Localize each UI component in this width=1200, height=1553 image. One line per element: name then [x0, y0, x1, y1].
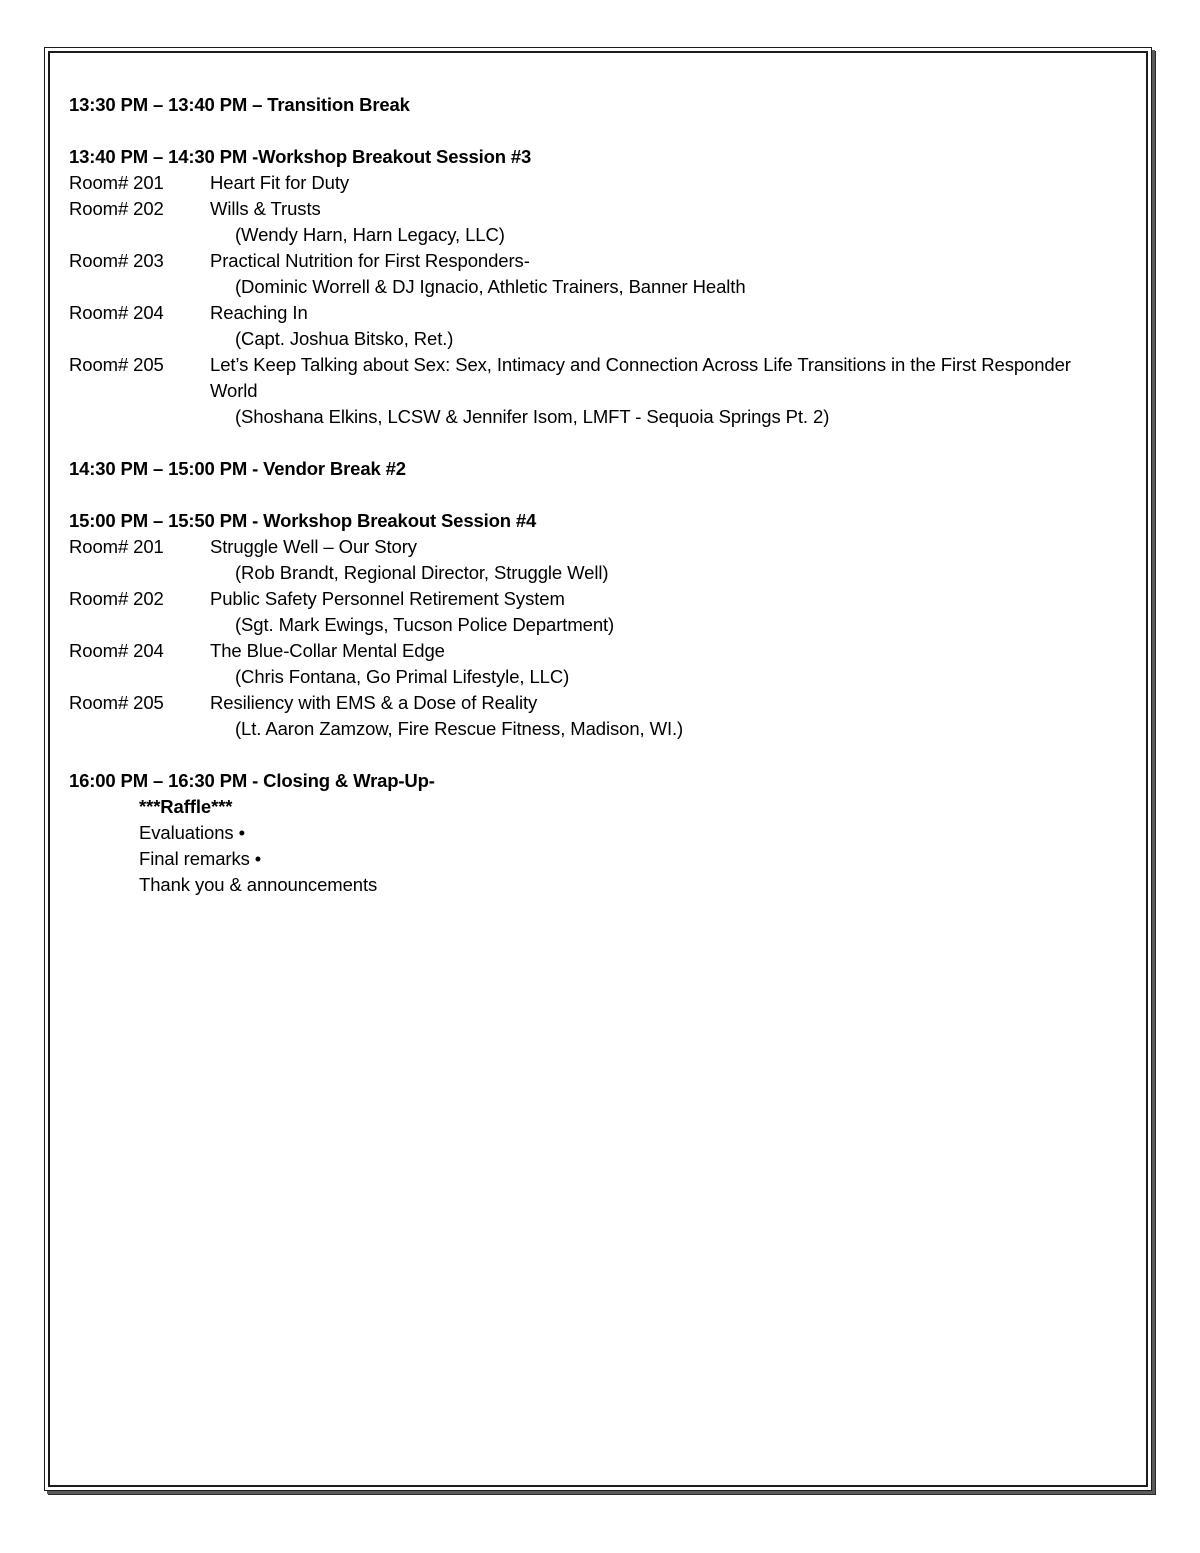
closing-item: ***Raffle*** — [139, 796, 233, 817]
session-presenter: (Rob Brandt, Regional Director, Struggle Well) — [235, 562, 609, 583]
session-title: Practical Nutrition for First Responders- — [210, 250, 530, 271]
closing-item: Final remarks • — [139, 848, 262, 869]
agenda-section-list — [69, 92, 1135, 898]
closing-header: 16:00 PM – 16:30 PM - Closing & Wrap-Up- — [69, 770, 435, 791]
agenda-row — [69, 690, 1135, 716]
session-presenter: (Chris Fontana, Go Primal Lifestyle, LLC) — [235, 666, 570, 687]
session-title: Wills & Trusts — [210, 198, 321, 219]
agenda-row — [69, 248, 1135, 274]
room-number: Room# 205 — [69, 354, 164, 375]
section-header: 13:30 PM – 13:40 PM – Transition Break — [69, 94, 410, 115]
session-title: The Blue-Collar Mental Edge — [210, 640, 445, 661]
document-page — [44, 47, 1152, 1491]
agenda-row — [69, 170, 1135, 196]
agenda-row — [69, 638, 1135, 664]
session-title: Resiliency with EMS & a Dose of Reality — [210, 692, 538, 713]
section-header: 14:30 PM – 15:00 PM - Vendor Break #2 — [69, 458, 406, 479]
session-presenter: (Wendy Harn, Harn Legacy, LLC) — [235, 224, 505, 245]
agenda-section-breakout-session-3 — [69, 144, 1135, 430]
room-number: Room# 204 — [69, 640, 164, 661]
section-spacer — [69, 742, 1135, 768]
session-title: Reaching In — [210, 302, 308, 323]
session-presenter: (Shoshana Elkins, LCSW & Jennifer Isom, LMFT - Sequoia Springs Pt. 2) — [235, 406, 830, 427]
session-title: Let’s Keep Talking about Sex: Sex, Intimacy and Connection Across Life Transitions in the First Responder World — [210, 354, 1071, 401]
session-presenter: (Capt. Joshua Bitsko, Ret.) — [235, 328, 454, 349]
section-spacer — [69, 482, 1135, 508]
room-number: Room# 201 — [69, 172, 164, 193]
agenda-section-breakout-session-4 — [69, 508, 1135, 742]
agenda-section-vendor-break-2 — [69, 456, 1135, 482]
agenda-section-closing — [69, 768, 1135, 898]
room-number: Room# 205 — [69, 692, 164, 713]
agenda-row — [69, 352, 1135, 404]
session-presenter: (Lt. Aaron Zamzow, Fire Rescue Fitness, Madison, WI.) — [235, 718, 684, 739]
room-number: Room# 204 — [69, 302, 164, 323]
session-title: Heart Fit for Duty — [210, 172, 350, 193]
agenda-section-transition-break — [69, 92, 1135, 118]
session-presenter: (Dominic Worrell & DJ Ignacio, Athletic Trainers, Banner Health — [235, 276, 746, 297]
room-number: Room# 203 — [69, 250, 164, 271]
closing-item: Thank you & announcements — [139, 874, 378, 895]
section-header: 13:40 PM – 14:30 PM -Workshop Breakout Session #3 — [69, 146, 532, 167]
agenda-row — [69, 586, 1135, 612]
agenda-row — [69, 196, 1135, 222]
agenda-row — [69, 534, 1135, 560]
session-title: Struggle Well – Our Story — [210, 536, 417, 557]
section-spacer — [69, 118, 1135, 144]
section-spacer — [69, 430, 1135, 456]
agenda-content — [69, 92, 1135, 898]
session-presenter: (Sgt. Mark Ewings, Tucson Police Department) — [235, 614, 615, 635]
room-number: Room# 202 — [69, 588, 164, 609]
section-header: 15:00 PM – 15:50 PM - Workshop Breakout Session #4 — [69, 510, 537, 531]
closing-item: Evaluations • — [139, 822, 245, 843]
room-number: Room# 202 — [69, 198, 164, 219]
session-title: Public Safety Personnel Retirement System — [210, 588, 565, 609]
agenda-row — [69, 300, 1135, 326]
room-number: Room# 201 — [69, 536, 164, 557]
